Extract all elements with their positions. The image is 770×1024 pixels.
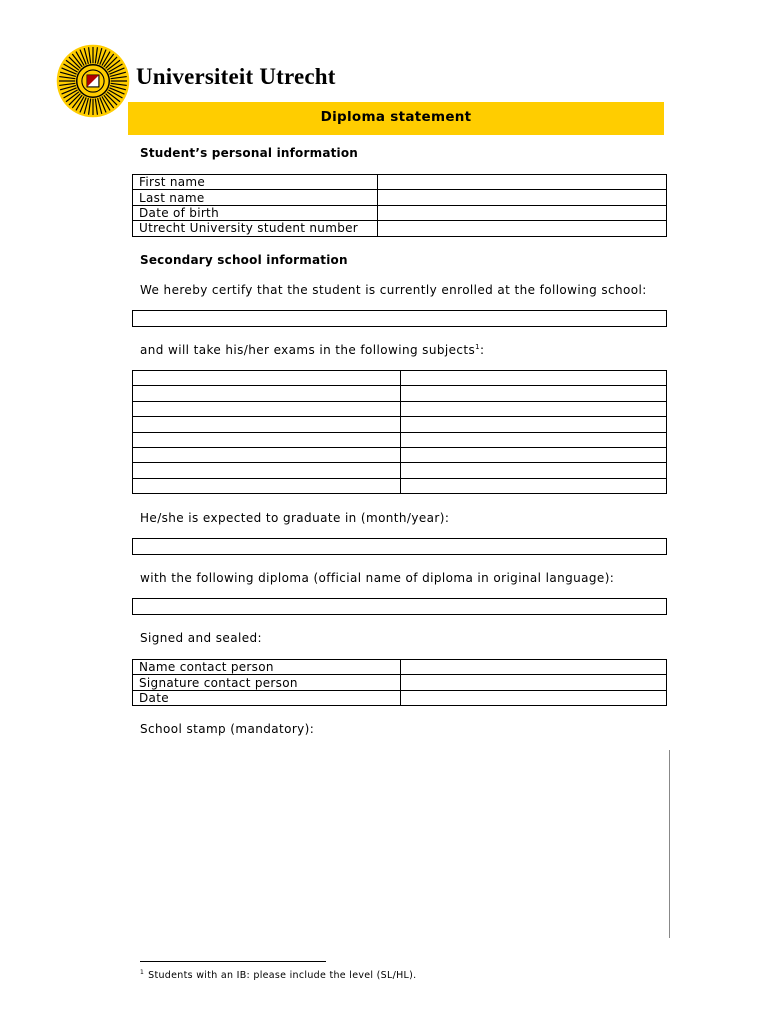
- first-name-field[interactable]: [378, 175, 667, 190]
- personal-info-table: [132, 174, 667, 237]
- subjects-table: [132, 370, 667, 494]
- subject-field[interactable]: [133, 371, 401, 386]
- footnote-text: Students with an IB: please include the level (SL/HL).: [148, 970, 417, 982]
- subject-level-field[interactable]: [401, 401, 667, 416]
- table-row: [133, 478, 667, 493]
- contact-name-field[interactable]: [401, 660, 667, 675]
- subject-field[interactable]: [133, 478, 401, 493]
- field-label: Date of birth: [133, 205, 378, 220]
- subject-field[interactable]: [133, 417, 401, 432]
- table-row: [133, 463, 667, 478]
- table-row: [133, 447, 667, 462]
- table-row: [133, 417, 667, 432]
- subject-level-field[interactable]: [401, 417, 667, 432]
- field-label: Last name: [133, 190, 378, 205]
- school-name-field[interactable]: [132, 310, 667, 327]
- subjects-text: [140, 343, 484, 357]
- subject-field[interactable]: [133, 463, 401, 478]
- table-row: [133, 371, 667, 386]
- diploma-name-field[interactable]: [132, 598, 667, 615]
- subject-field[interactable]: [133, 432, 401, 447]
- subject-level-field[interactable]: [401, 463, 667, 478]
- field-label: Utrecht University student number: [133, 221, 378, 236]
- table-row: [133, 175, 667, 190]
- subject-field[interactable]: [133, 401, 401, 416]
- date-of-birth-field[interactable]: [378, 205, 667, 220]
- footnote-divider: [140, 961, 326, 962]
- stamp-area-border: [669, 750, 670, 938]
- field-label: Name contact person: [133, 660, 401, 675]
- subject-field[interactable]: [133, 386, 401, 401]
- footnote: [140, 969, 416, 981]
- signature-table: [132, 659, 667, 706]
- contact-signature-field[interactable]: [401, 675, 667, 690]
- university-seal-icon: [56, 44, 130, 118]
- footnote-number: 1: [140, 969, 145, 976]
- field-label: Date: [133, 690, 401, 705]
- school-info-heading: Secondary school information: [140, 253, 348, 267]
- last-name-field[interactable]: [378, 190, 667, 205]
- table-row: [133, 205, 667, 220]
- university-name: Universiteit Utrecht: [136, 64, 336, 89]
- footnote-ref: 1: [475, 343, 480, 351]
- signed-text: Signed and sealed:: [140, 631, 262, 645]
- table-row: [133, 690, 667, 705]
- signature-date-field[interactable]: [401, 690, 667, 705]
- table-row: [133, 190, 667, 205]
- table-row: [133, 386, 667, 401]
- subject-level-field[interactable]: [401, 447, 667, 462]
- stamp-text: School stamp (mandatory):: [140, 722, 315, 736]
- graduate-text: He/she is expected to graduate in (month/year):: [140, 511, 450, 525]
- subjects-text-label: and will take his/her exams in the following subjects: [140, 343, 476, 357]
- student-number-field[interactable]: [378, 221, 667, 236]
- table-row: [133, 675, 667, 690]
- table-row: [133, 432, 667, 447]
- certify-text: We hereby certify that the student is currently enrolled at the following school:: [140, 283, 647, 297]
- subjects-colon: :: [479, 343, 485, 357]
- subject-level-field[interactable]: [401, 386, 667, 401]
- subject-field[interactable]: [133, 447, 401, 462]
- table-row: [133, 660, 667, 675]
- document-title: Diploma statement: [128, 102, 664, 135]
- graduation-date-field[interactable]: [132, 538, 667, 555]
- field-label: Signature contact person: [133, 675, 401, 690]
- table-row: [133, 401, 667, 416]
- table-row: [133, 221, 667, 236]
- subject-level-field[interactable]: [401, 432, 667, 447]
- diploma-text: with the following diploma (official name of diploma in original language):: [140, 571, 615, 585]
- subject-level-field[interactable]: [401, 371, 667, 386]
- field-label: First name: [133, 175, 378, 190]
- subject-level-field[interactable]: [401, 478, 667, 493]
- personal-info-heading: Student’s personal information: [140, 146, 359, 160]
